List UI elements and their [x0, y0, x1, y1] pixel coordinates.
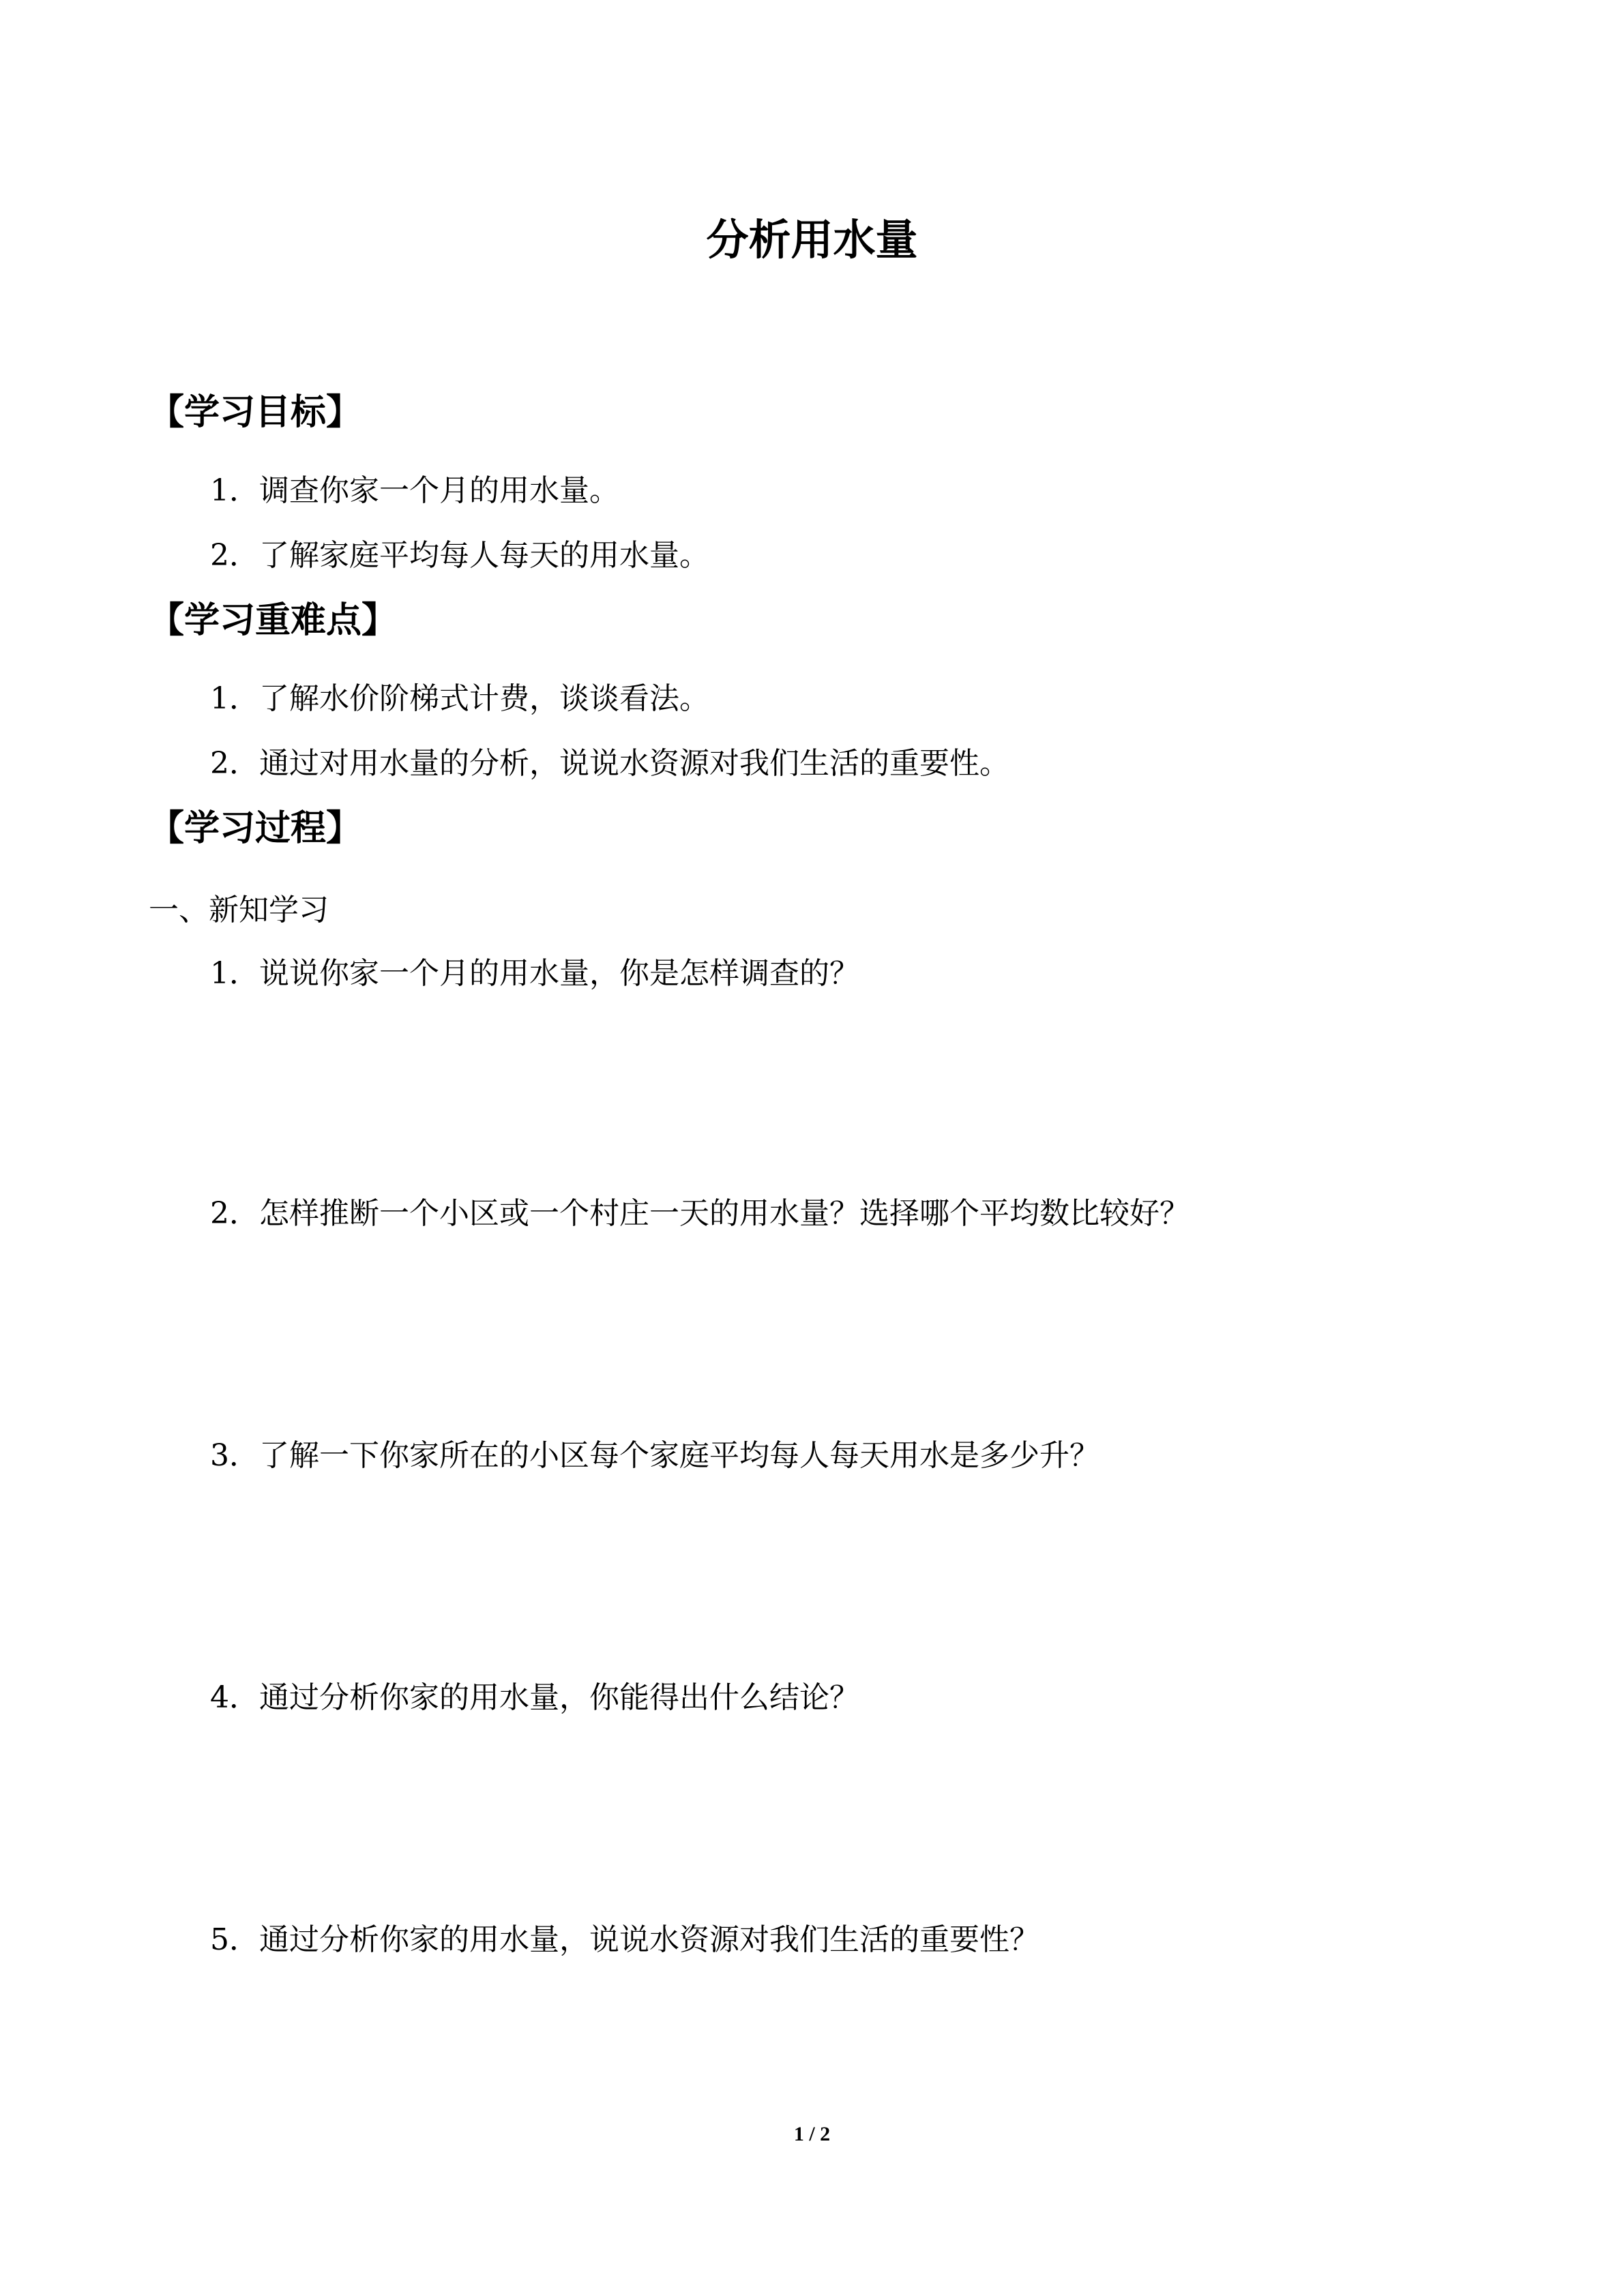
goal-item-1: 1．调查你家一个月的用水量。: [210, 473, 619, 508]
question-2: 2．怎样推断一个小区或一个村庄一天的用水量？选择哪个平均数比较好？: [210, 1196, 1190, 1231]
question-3: 3．了解一下你家所在的小区每个家庭平均每人每天用水是多少升？: [210, 1438, 1099, 1473]
question-5: 5．通过分析你家的用水量，说说水资源对我们生活的重要性？: [210, 1922, 1039, 1957]
goal-item-2: 2．了解家庭平均每人每天的用水量。: [210, 538, 709, 573]
section-heading-goals: 【学习目标】: [149, 392, 362, 433]
page-number: 1 / 2: [793, 2123, 831, 2145]
question-4: 4．通过分析你家的用水量，你能得出什么结论？: [210, 1680, 859, 1715]
key-point-item-1: 1．了解水价阶梯式计费，谈谈看法。: [210, 681, 709, 716]
key-point-item-2: 2．通过对用水量的分析，说说水资源对我们生活的重要性。: [210, 746, 1009, 781]
process-subheading: 一、新知学习: [149, 893, 329, 927]
section-heading-process: 【学习过程】: [149, 808, 362, 849]
document-title: 分析用水量: [706, 215, 918, 265]
section-heading-key-points: 【学习重难点】: [149, 600, 398, 641]
question-1: 1．说说你家一个月的用水量，你是怎样调查的？: [210, 956, 859, 991]
